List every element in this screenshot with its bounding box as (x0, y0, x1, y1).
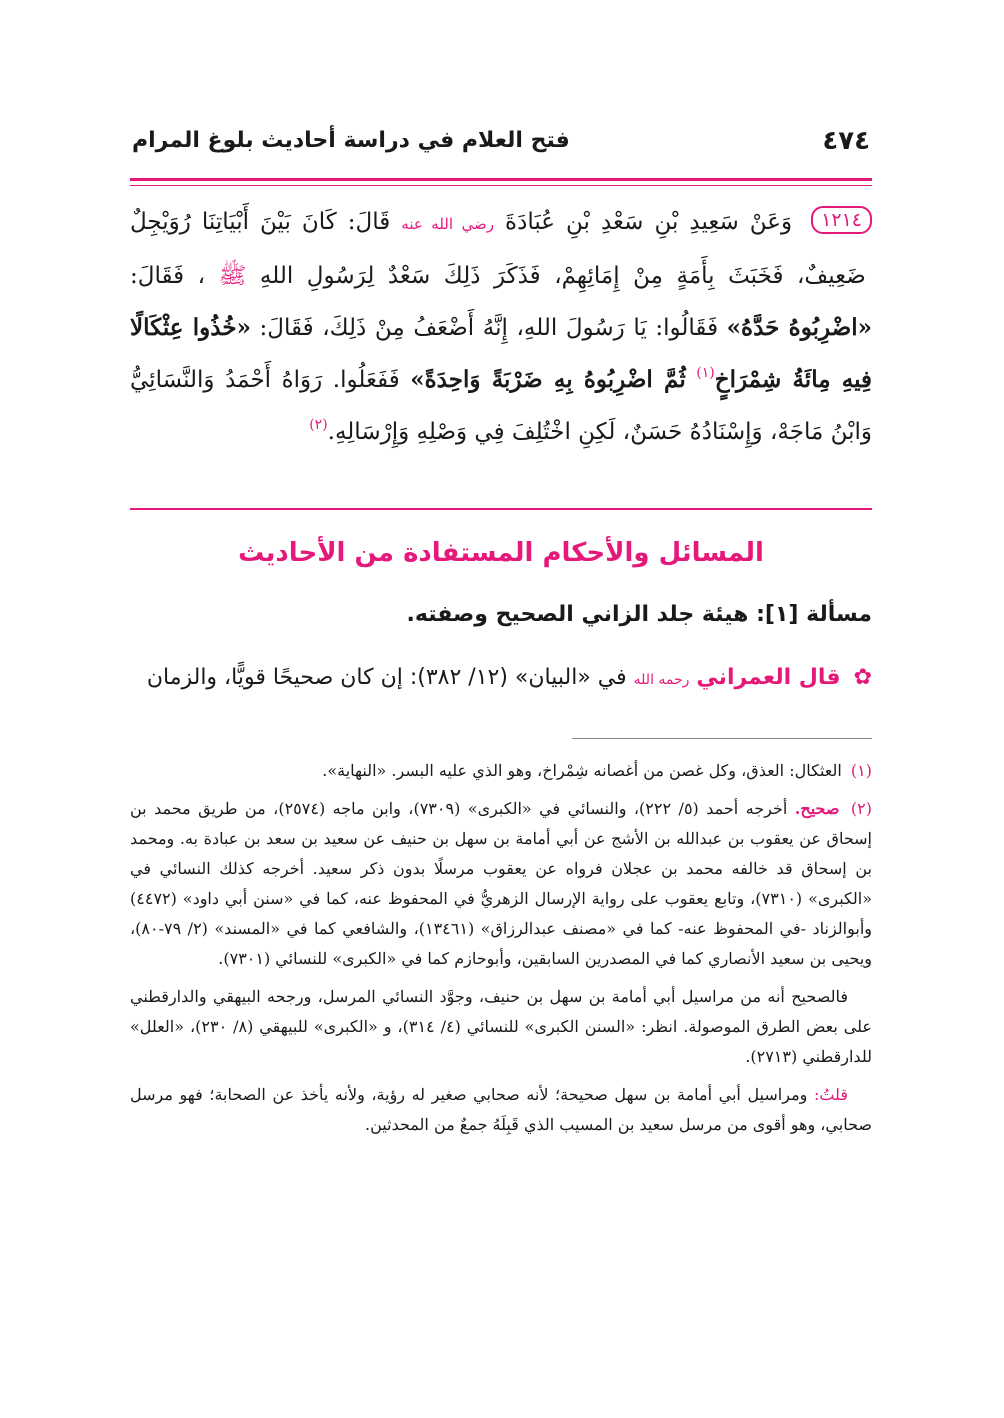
hadith-text-part: وَعَنْ سَعِيدِ بْنِ سَعْدِ بْنِ عُبَادَةَ (494, 209, 793, 235)
masala-text: هيئة جلد الزاني الصحيح وصفته. (406, 602, 749, 627)
quote-text: في «البيان» (١٢/ ٣٨٢): إن كان صحيحًا قويًّا، والزمان (146, 665, 627, 690)
author-note-text: ومراسيل أبي أمامة بن سهل صحيحة؛ لأنه صحابي صغير له رؤية، ولأنه يأخذ عن الصحابة؛ فهو مرسل صحابي، وهو أقوى من مرسل سعيد بن المسيب الذي قَبِلَهُ جمعٌ من المحدثين. (130, 1085, 872, 1134)
honorific-radiallahu: رضي الله عنه (401, 215, 495, 233)
footnote-text: أخرجه أحمد (٥/ ٢٢٢)، والنسائي في «الكبرى» (٧٣٠٩)، وابن ماجه (٢٥٧٤)، من طريق محمد بن إسحاق عن يعقوب بن عبدالله بن الأشج عن أبي أمامة بن سهل بن حنيف عن سعيد بن سعد بن عبادة به. ومحمد بن إسحاق قد خالفه محمد بن عجلان فرواه عن يعقوب مرسلًا بدون ذكر سعيد. أخرجه كذلك النسائي في «الكبرى» (٧٣١٠)، وتابع يعقوب على رواية الإرسال الزهريُّ في المحفوظ عنه، كما في «سنن أبي داود» (٤٤٧٢) وأبوالزناد -في المحفوظ عنه- كما في «مصنف عبدالرزاق» (١٣٤٦١)، والشافعي كما في «المسند» (٢/ ٧٩-٨٠)، ويحيى بن سعيد الأنصاري كما في المصدرين السابقين، وأبوحازم كما في «الكبرى» للنسائي (٧٣٠١). (130, 799, 873, 968)
hadith-grade: صحيح. (794, 799, 840, 818)
hadith-text-part: فَفَعَلُوا. رَوَاهُ أَحْمَدُ وَالنَّسَائِيُّ وَابْنُ مَاجَهْ، وَإِسْنَادُهُ حَسَنٌ، لَكِنِ اخْتُلِفَ فِي وَصْلِهِ وَإِرْسَالِهِ. (130, 367, 872, 445)
hadith-number-badge: ١٢١٤ (811, 206, 872, 234)
hadith-text-part: فَقَالُوا: يَا رَسُولَ اللهِ، إِنَّهُ أَضْعَفُ مِنْ ذَلِكَ، فَقَالَ: (250, 315, 719, 341)
footnote-2-paragraph-2: فالصحيح أنه من مراسيل أبي أمامة بن سهل بن حنيف، وجوَّد النسائي المرسل، ورجحه البيهقي والدارقطني على بعض الطرق الموصولة. انظر: «السنن الكبرى» للنسائي (٤/ ٣١٤)، و «الكبرى» للبيهقي (٨/ ٢٣٠)، «العلل» للدارقطني (٢٧١٣). (130, 987, 872, 1066)
footnote-2-paragraph-3 (130, 1080, 872, 1140)
prophetic-quote: «خُذُوا عِثْكَالًا فِيهِ مِائَةُ شِمْرَاخٍ (130, 314, 873, 393)
footnote-ref-2[interactable]: (٢) (309, 417, 328, 433)
footnote-number: (١) (850, 761, 872, 780)
page-header (130, 120, 872, 172)
scholar-name: قال العمراني (696, 665, 841, 690)
section-heading: المسائل والأحكام المستفادة من الأحاديث (238, 538, 764, 568)
book-title: فتح العلام في دراسة أحاديث بلوغ المرام (132, 128, 570, 153)
header-rule-bottom (130, 185, 872, 186)
footnote-separator (572, 738, 872, 739)
hadith-text-part: ، فَقَالَ: (130, 263, 206, 289)
honorific-rahimahullah: رحمه الله (633, 672, 690, 688)
footnote-1 (130, 756, 872, 786)
hadith-text (130, 196, 872, 458)
scholar-quote (130, 658, 872, 700)
footnote-2 (130, 794, 872, 974)
header-rule-top (130, 178, 872, 181)
honorific-salawat: ﷺ (218, 263, 247, 289)
author-note-label: قلتُ: (813, 1085, 848, 1104)
masala-title (407, 602, 872, 627)
masala-label: مسألة [١]: (756, 602, 872, 627)
footnotes (130, 756, 872, 1148)
footnote-ref-1[interactable]: (١) (696, 365, 715, 381)
section-divider (130, 508, 872, 510)
hadith-text-part: قَالَ: كَانَ بَيْنَ أَبْيَاتِنَا رُوَيْجِلٌ ضَعِيفٌ، فَخَبَثَ بِأَمَةٍ مِنْ إِمَائِهِمْ، فَذَكَرَ ذَلِكَ سَعْدٌ لِرَسُولِ اللهِ (130, 209, 866, 289)
page-number: ٤٧٤ (822, 126, 870, 156)
prophetic-quote: «اضْرِبُوهُ حَدَّهُ» (726, 314, 872, 341)
prophetic-quote: ثُمَّ اضْرِبُوهُ بِهِ ضَرْبَةً وَاحِدَةً» (410, 366, 686, 393)
book-page (130, 120, 873, 1134)
flower-icon: ✿ (853, 665, 872, 690)
footnote-number: (٢) (850, 799, 872, 818)
footnote-text: العثكال: العذق، وكل غصن من أغصانه شِمْراخ، وهو الذي عليه البسر. «النهاية». (322, 761, 842, 780)
